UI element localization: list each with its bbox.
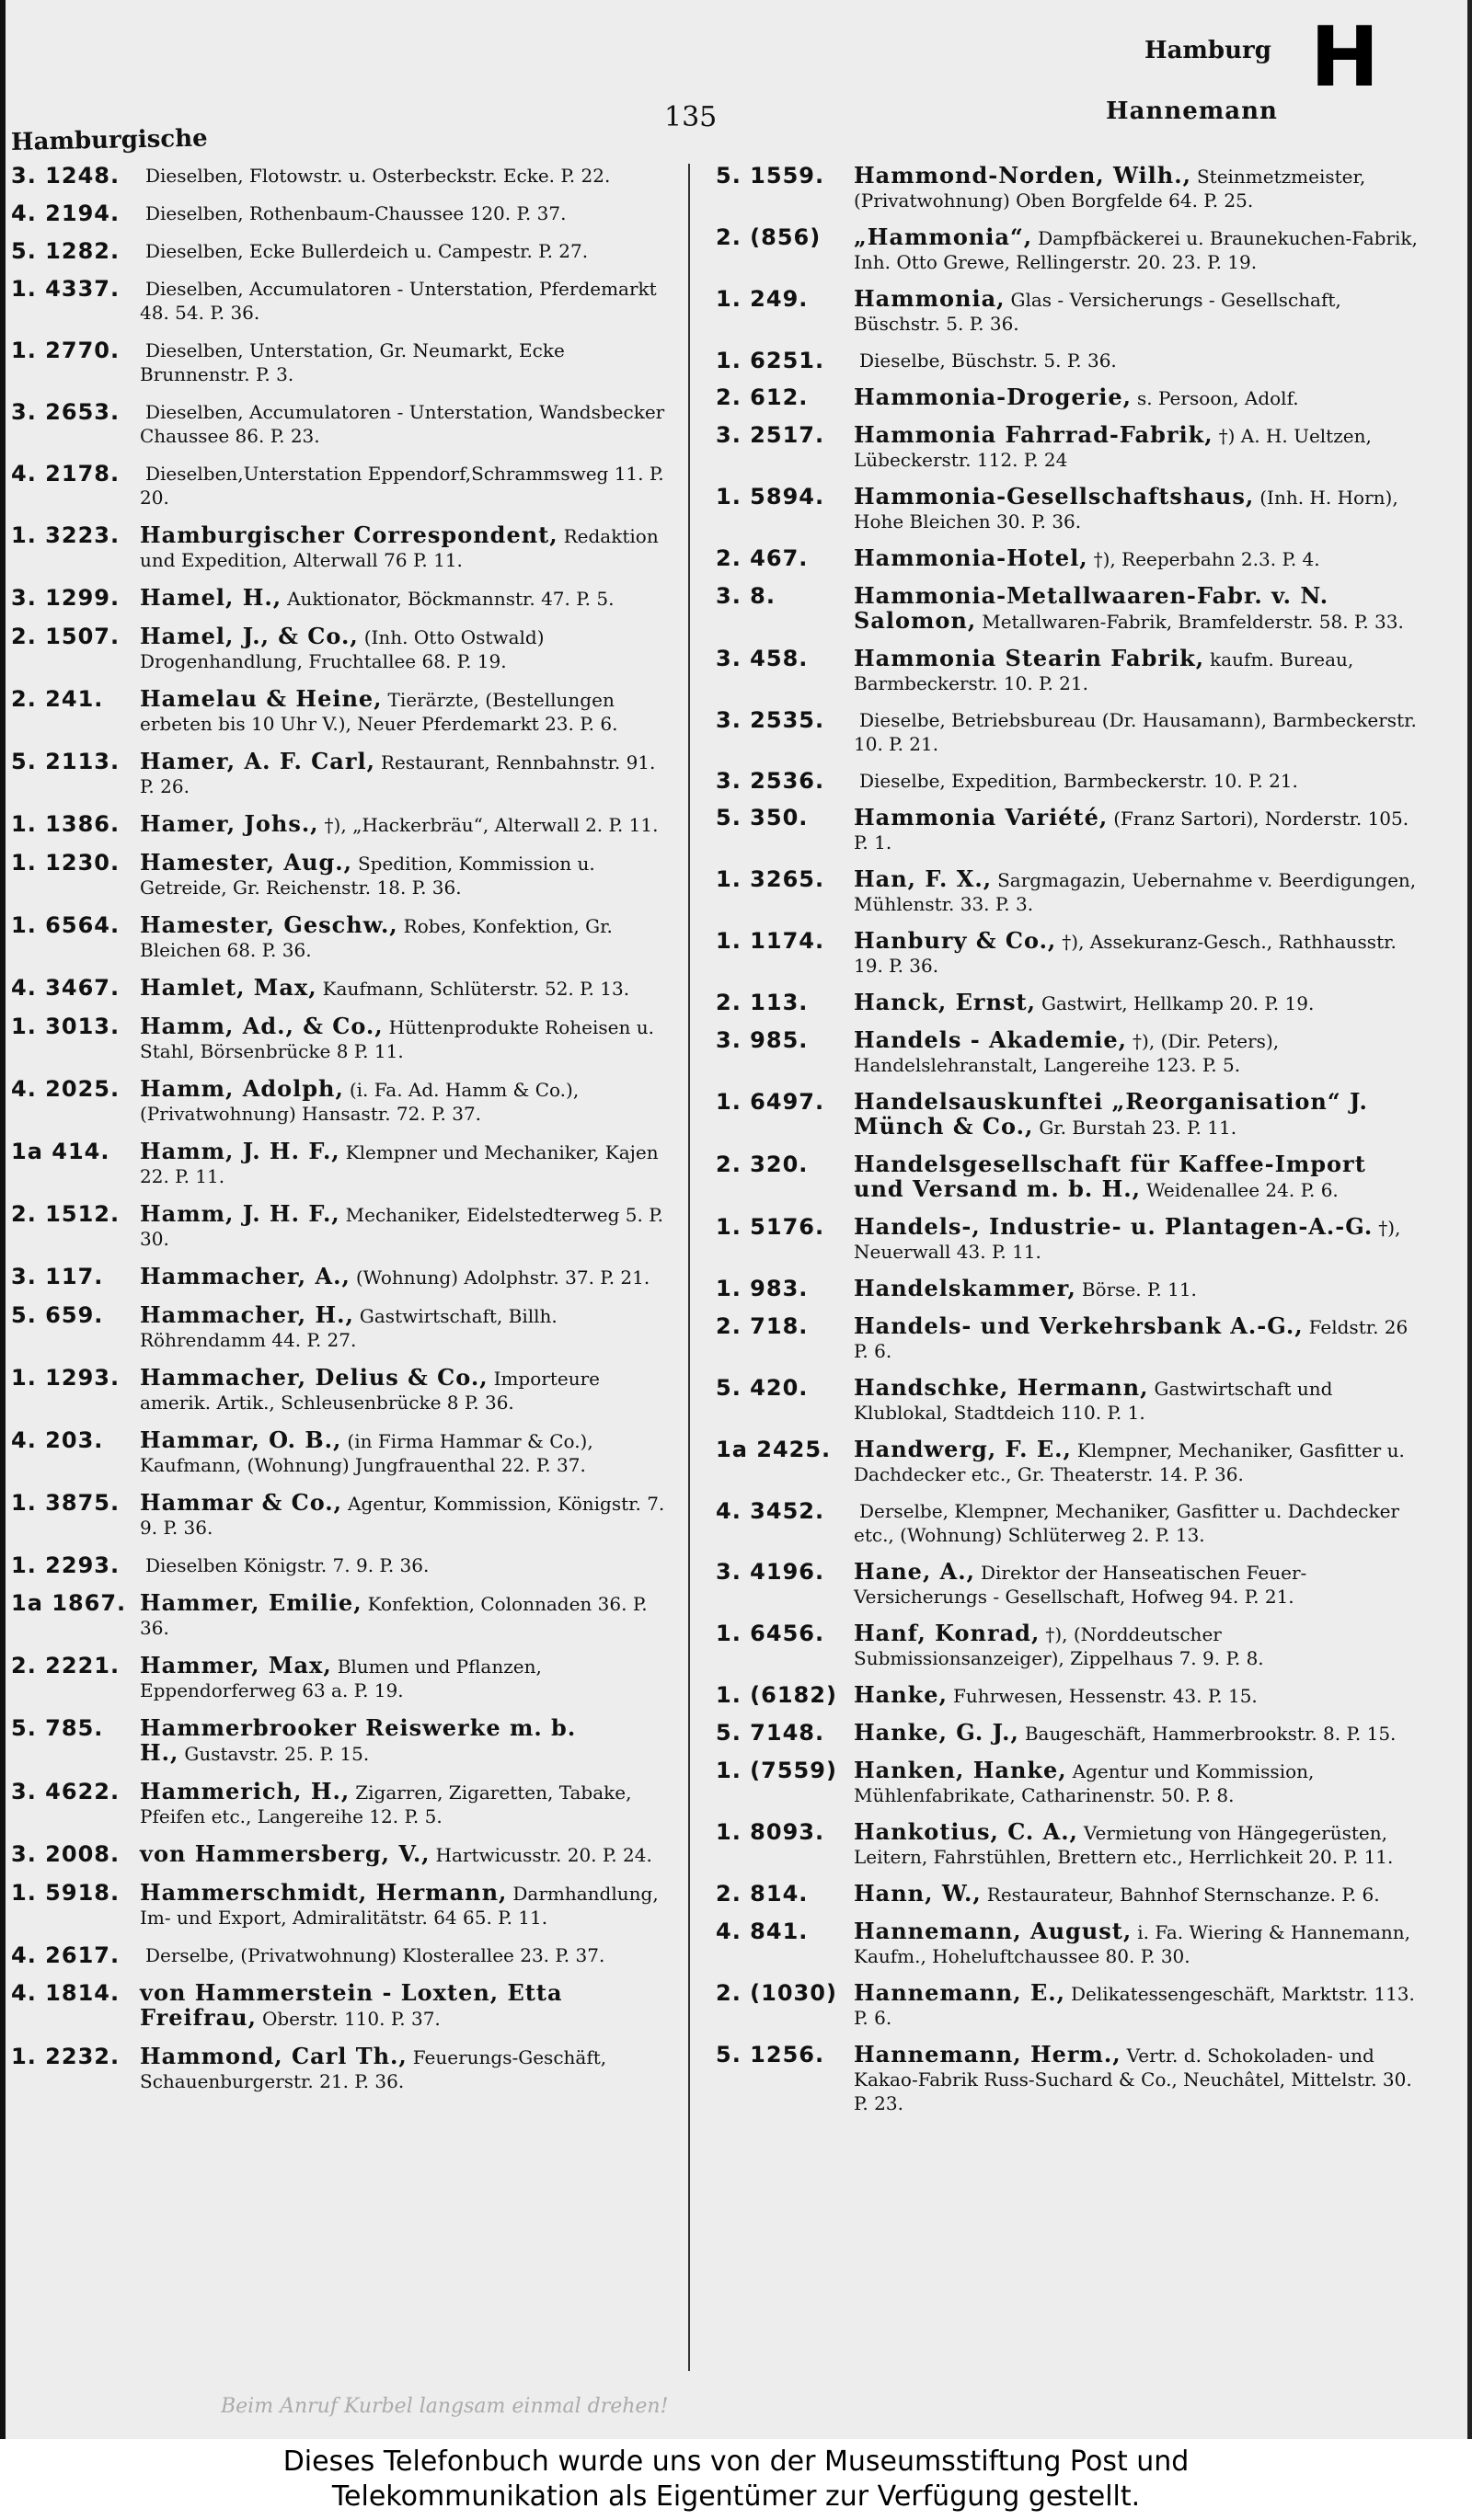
directory-entry — [716, 1314, 1424, 1363]
directory-entry — [11, 1428, 675, 1477]
directory-entry — [11, 1780, 675, 1828]
phone-number: 5. 1256. — [716, 2042, 825, 2068]
entry-details: Dieselben Königstr. 7. 9. P. 36. — [145, 1554, 430, 1576]
directory-entry — [11, 586, 675, 611]
directory-entry — [11, 1202, 675, 1251]
running-header-last-name: Hannemann — [1106, 97, 1278, 125]
entry-name: Hamer, Johs., — [140, 810, 319, 837]
phone-number: 5. 1559. — [716, 163, 825, 189]
entry-name: Hamm, J. H. F., — [140, 1138, 340, 1164]
entry-name: Han, F. X., — [854, 865, 993, 892]
entry-details: Restaurateur, Bahnhof Sternschanze. P. 6. — [986, 1884, 1380, 1906]
entry-details: Feuerungs-Geschäft, Schauenburgerstr. 21. P. 36. — [140, 2046, 607, 2092]
directory-entry — [11, 1014, 675, 1063]
phone-number: 4. 3467. — [11, 975, 121, 1001]
entry-details: Hartwicusstr. 20. P. 24. — [435, 1844, 652, 1866]
running-header-left: Hamburgische — [10, 124, 208, 156]
directory-entry — [716, 1758, 1424, 1807]
entry-details: Robes, Konfektion, Gr. Bleichen 68. P. 36. — [140, 915, 613, 961]
phone-number: 3. 117. — [11, 1264, 104, 1289]
phone-number: 2. 467. — [716, 545, 809, 571]
entry-details: Glas - Versicherungs - Gesellschaft, Büschstr. 5. P. 36. — [854, 289, 1341, 335]
phone-number: 1. 6456. — [716, 1621, 825, 1646]
entry-details: †), (Norddeutscher Submissionsanzeiger), Zippelhaus 7. 9. P. 8. — [854, 1623, 1264, 1669]
entry-details: †), „Hackerbräu“, Alterwall 2. P. 11. — [324, 814, 659, 836]
directory-entry — [716, 385, 1424, 410]
directory-entry — [11, 1981, 675, 2031]
directory-entry — [11, 624, 675, 673]
footer-line-2: Telekommunikation als Eigentümer zur Verfügung gestellt. — [331, 2480, 1141, 2513]
phone-number: 4. 2617. — [11, 1942, 121, 1968]
directory-entry — [716, 1376, 1424, 1425]
directory-entry — [716, 867, 1424, 916]
entry-details: Feldstr. 26 P. 6. — [854, 1316, 1409, 1362]
entry-name: von Hammerstein - Loxten, Etta Freifrau, — [140, 1979, 563, 2031]
phone-number: 2. 612. — [716, 384, 809, 410]
phone-number: 1. 8093. — [716, 1819, 825, 1845]
phone-number: 1. 5918. — [11, 1880, 121, 1906]
phone-number: 1. 5894. — [716, 484, 825, 510]
directory-entry — [716, 349, 1424, 372]
directory-entry — [716, 1152, 1424, 1202]
phone-number: 2. 241. — [11, 686, 104, 712]
phone-number: 1. 2232. — [11, 2044, 121, 2069]
running-header-city: Hamburg — [1144, 37, 1271, 64]
entry-details: (Inh. Otto Ostwald) Drogenhandlung, Fruchtallee 68. P. 19. — [140, 626, 545, 672]
phone-number: 1. 4337. — [11, 276, 121, 302]
phone-number: 1. 5176. — [716, 1214, 825, 1240]
phone-number: 1a 2425. — [716, 1437, 832, 1462]
entry-details: Dieselben,Unterstation Eppendorf,Schrammsweg 11. P. 20. — [140, 463, 664, 509]
phone-number: 4. 3452. — [716, 1498, 825, 1524]
entry-details: Gastwirtschaft, Billh. Röhrendamm 44. P. 27. — [140, 1305, 558, 1351]
entry-name: Hammerschmidt, Hermann, — [140, 1879, 508, 1906]
phone-number: 1a 1867. — [11, 1590, 127, 1616]
phone-number: 1. (7559) — [716, 1758, 837, 1783]
entry-details: Spedition, Kommission u. Getreide, Gr. Reichenstr. 18. P. 36. — [140, 853, 595, 899]
directory-entry — [716, 929, 1424, 978]
directory-entry — [11, 1716, 675, 1766]
directory-entry — [716, 584, 1424, 634]
phone-number: 4. 2025. — [11, 1076, 121, 1102]
phone-number: 1a 414. — [11, 1139, 110, 1164]
entry-details: Konfektion, Colonnaden 36. P. 36. — [140, 1593, 648, 1639]
entry-details: Klempner und Mechaniker, Kajen 22. P. 11. — [140, 1141, 659, 1187]
entry-name: Hanken, Hanke, — [854, 1757, 1067, 1783]
entry-name: „Hammonia“, — [854, 223, 1033, 250]
entry-details: Zigarren, Zigaretten, Tabake, Pfeifen etc., Langereihe 12. P. 5. — [140, 1781, 632, 1827]
entry-name: Handels-, Industrie- u. Plantagen-A.-G. — [854, 1213, 1374, 1240]
directory-entry — [716, 485, 1424, 533]
phone-number: 1. 249. — [716, 286, 809, 312]
entry-details: Restaurant, Rennbahnstr. 91. P. 26. — [140, 751, 656, 797]
phone-number: 3. 1248. — [11, 163, 121, 189]
entry-name: Hammacher, A., — [140, 1263, 351, 1289]
entry-name: Hamester, Aug., — [140, 849, 352, 876]
directory-entry — [11, 1265, 675, 1289]
phone-number: 5. 7148. — [716, 1720, 825, 1746]
entry-name: Hamester, Geschw., — [140, 911, 398, 938]
phone-number: 1. 1174. — [716, 928, 825, 954]
entry-details: Direktor der Hanseatischen Feuer-Versicherungs - Gesellschaft, Hofweg 94. P. 21. — [854, 1562, 1307, 1608]
entry-name: Hane, A., — [854, 1558, 975, 1585]
entry-name: Hammonia Stearin Fabrik, — [854, 645, 1205, 671]
bleed-through-text: Beim Anruf Kurbel langsam einmal drehen! — [221, 2395, 669, 2417]
entry-name: Hammonia-Gesellschaftshaus, — [854, 483, 1255, 510]
directory-entry — [11, 462, 675, 510]
entry-details: Delikatessengeschäft, Marktstr. 113. P. 6. — [854, 1983, 1415, 2029]
phone-number: 1. 2293. — [11, 1552, 121, 1578]
directory-entry — [716, 1499, 1424, 1547]
directory-entry — [11, 750, 675, 798]
entry-details: †), (Dir. Peters), Handelslehranstalt, Langereihe 123. P. 5. — [854, 1030, 1280, 1076]
entry-details: Börse. P. 11. — [1081, 1278, 1197, 1300]
phone-number: 2. 814. — [716, 1881, 809, 1907]
directory-entry — [11, 277, 675, 325]
entry-details: Dieselben, Accumulatoren - Unterstation, Wandsbecker Chaussee 86. P. 23. — [140, 401, 665, 447]
entry-details: †), Reeperbahn 2.3. P. 4. — [1093, 548, 1320, 570]
entry-details: †), Neuerwall 43. P. 11. — [854, 1217, 1401, 1263]
entry-details: Blumen und Pflanzen, Eppendorferweg 63 a. P. 19. — [140, 1655, 542, 1701]
entry-details: Vermietung von Hängegerüsten, Leitern, Fahrstühlen, Brettern etc., Herrlichkeit 20. P. 11. — [854, 1822, 1394, 1868]
entry-details: Dieselbe, Betriebsbureau (Dr. Hausamann), Barmbeckerstr. 10. P. 21. — [854, 709, 1417, 755]
phone-number: 1. 3875. — [11, 1490, 121, 1516]
entry-details: Klempner, Mechaniker, Gasfitter u. Dachdecker etc., Gr. Theaterstr. 14. P. 36. — [854, 1439, 1405, 1485]
entry-details: (Franz Sartori), Norderstr. 105. P. 1. — [854, 808, 1409, 853]
entry-details: Derselbe, (Privatwohnung) Klosterallee 23. P. 37. — [145, 1944, 605, 1966]
entry-name: Hamer, A. F. Carl, — [140, 748, 375, 774]
entry-name: Hammond-Norden, Wilh., — [854, 162, 1191, 189]
entry-details: Gastwirt, Hellkamp 20. P. 19. — [1041, 992, 1315, 1014]
entry-details: Steinmetzmeister, (Privatwohnung) Oben Borgfelde 64. P. 25. — [854, 166, 1366, 212]
directory-entry — [11, 913, 675, 962]
phone-number: 3. 2517. — [716, 422, 825, 448]
entry-details: †), Assekuranz-Gesch., Rathhausstr. 19. P. 36. — [854, 931, 1397, 977]
entry-name: Hannemann, August, — [854, 1918, 1133, 1944]
directory-entry — [11, 338, 675, 386]
phone-number: 1. 1293. — [11, 1365, 121, 1391]
directory-entry — [11, 400, 675, 448]
phone-number: 2. 1507. — [11, 624, 121, 649]
entry-name: Handwerg, F. E., — [854, 1436, 1072, 1462]
entry-name: Hammerich, H., — [140, 1778, 351, 1804]
directory-entry — [716, 225, 1424, 274]
entry-name: Hammer, Emilie, — [140, 1589, 362, 1616]
entry-name: Hamburgischer Correspondent, — [140, 521, 558, 548]
directory-entry — [716, 1028, 1424, 1077]
phone-number: 5. 2113. — [11, 749, 121, 774]
directory-entry — [11, 2045, 675, 2093]
directory-entry — [11, 1654, 675, 1702]
entry-name: Hannemann, E., — [854, 1979, 1065, 2006]
entry-details: s. Persoon, Adolf. — [1137, 387, 1299, 409]
phone-number: 4. 1814. — [11, 1980, 121, 2006]
left-column — [11, 164, 675, 2107]
entry-name: Hammar & Co., — [140, 1489, 342, 1516]
phone-number: 1. 6497. — [716, 1089, 825, 1115]
phone-number: 1. 983. — [716, 1276, 809, 1301]
directory-entry — [716, 708, 1424, 756]
phone-number: 3. 4196. — [716, 1559, 825, 1585]
phone-number: 3. 985. — [716, 1027, 809, 1053]
entry-details: Mechaniker, Eidelstedterweg 5. P. 30. — [140, 1204, 664, 1250]
entry-name: Hammacher, H., — [140, 1301, 354, 1328]
directory-entry — [716, 546, 1424, 571]
phone-number: 2. (1030) — [716, 1980, 837, 2006]
entry-name: Hanf, Konrad, — [854, 1620, 1041, 1646]
entry-name: Hannemann, Herm., — [854, 2041, 1121, 2068]
phone-number: 3. 8. — [716, 583, 776, 609]
directory-entry — [716, 1981, 1424, 2030]
directory-entry — [716, 1820, 1424, 1869]
directory-entry — [11, 1943, 675, 1967]
entry-details: Gastwirtschaft und Klublokal, Stadtdeich 110. P. 1. — [854, 1378, 1333, 1424]
entry-name: Hammonia, — [854, 285, 1006, 312]
entry-details: Sargmagazin, Uebernahme v. Beerdigungen, Mühlenstr. 33. P. 3. — [854, 869, 1417, 915]
entry-name: Hammonia Fahrrad-Fabrik, — [854, 421, 1213, 448]
entry-name: Hamlet, Max, — [140, 974, 317, 1001]
directory-entry — [716, 647, 1424, 695]
right-column — [716, 164, 1424, 2128]
phone-number: 1. 3013. — [11, 1014, 121, 1039]
entry-name: Hammonia-Drogerie, — [854, 384, 1133, 410]
phone-number: 1. 1386. — [11, 811, 121, 837]
phone-number: 1. 6251. — [716, 348, 825, 373]
directory-entry — [716, 1882, 1424, 1907]
entry-details: Importeure amerik. Artik., Schleusenbrücke 8 P. 36. — [140, 1368, 600, 1414]
entry-details: Dieselbe, Büschstr. 5. P. 36. — [859, 349, 1117, 372]
entry-name: Hammonia Variété, — [854, 804, 1109, 830]
entry-details: Fuhrwesen, Hessenstr. 43. P. 15. — [952, 1685, 1258, 1707]
phone-number: 3. 2653. — [11, 399, 121, 425]
entry-name: Handelsauskunftei „Reorganisation“ J. Münch & Co., — [854, 1088, 1368, 1140]
directory-entry — [11, 1553, 675, 1577]
directory-entry — [11, 687, 675, 736]
entry-name: Hanck, Ernst, — [854, 989, 1036, 1015]
phone-number: 3. 1299. — [11, 585, 121, 611]
entry-details: Metallwaren-Fabrik, Bramfelderstr. 58. P. 33. — [982, 611, 1404, 633]
directory-entry — [716, 1621, 1424, 1670]
entry-details: Dieselben, Ecke Bullerdeich u. Campestr. P. 27. — [145, 240, 589, 262]
entry-name: Hamm, J. H. F., — [140, 1200, 340, 1227]
entry-name: Hamm, Adolph, — [140, 1075, 344, 1102]
entry-details: Darmhandlung, Im- und Export, Admiralitätstr. 64 65. P. 11. — [140, 1883, 659, 1929]
directory-entry — [11, 976, 675, 1001]
entry-details: i. Fa. Wiering & Hannemann, Kaufm., Hoheluftchaussee 80. P. 30. — [854, 1921, 1411, 1967]
entry-name: Hammer, Max, — [140, 1652, 332, 1678]
footer-line-1: Dieses Telefonbuch wurde uns von der Museumsstiftung Post und — [282, 2446, 1190, 2478]
directory-entry — [716, 1090, 1424, 1140]
entry-name: Handschke, Hermann, — [854, 1374, 1149, 1401]
entry-details: Tierärzte, (Bestellungen erbeten bis 10 Uhr V.), Neuer Pferdemarkt 23. P. 6. — [140, 689, 618, 735]
directory-entry — [716, 991, 1424, 1015]
phone-number: 3. 458. — [716, 646, 809, 671]
directory-entry — [11, 1881, 675, 1930]
entry-name: Hann, W., — [854, 1880, 982, 1907]
entry-name: Hanke, — [854, 1681, 948, 1708]
entry-name: Hamm, Ad., & Co., — [140, 1013, 384, 1039]
entry-details: Gr. Burstah 23. P. 11. — [1039, 1117, 1237, 1139]
phone-number: 3. 4622. — [11, 1779, 121, 1804]
entry-details: †) A. H. Ueltzen, Lübeckerstr. 112. P. 24 — [854, 425, 1372, 471]
entry-name: Hamelau & Heine, — [140, 685, 383, 712]
directory-entry — [716, 1683, 1424, 1708]
phone-number: 1. 3223. — [11, 522, 121, 548]
entry-details: Derselbe, Klempner, Mechaniker, Gasfitter u. Dachdecker etc., (Wohnung) Schlüterweg 2. P. 13. — [854, 1500, 1399, 1546]
directory-entry — [11, 164, 675, 188]
directory-entry — [716, 287, 1424, 336]
phone-number: 2. 113. — [716, 990, 809, 1015]
directory-entry — [716, 164, 1424, 212]
directory-entry — [11, 1077, 675, 1126]
phone-number: 4. 841. — [716, 1919, 809, 1944]
entry-name: Hammacher, Delius & Co., — [140, 1364, 489, 1391]
directory-entry — [716, 1215, 1424, 1264]
phone-number: 4. 2194. — [11, 200, 121, 226]
directory-entry — [716, 1721, 1424, 1746]
entry-details: Vertr. d. Schokoladen- und Kakao-Fabrik Russ-Suchard & Co., Neuchâtel, Mittelstr. 30. P. 23. — [854, 2045, 1412, 2114]
footer-note — [0, 2439, 1472, 2520]
directory-entry — [716, 423, 1424, 472]
directory-entry — [11, 1303, 675, 1352]
directory-entry — [716, 769, 1424, 793]
phone-number: 4. 203. — [11, 1427, 104, 1453]
entry-details: Auktionator, Böckmannstr. 47. P. 5. — [287, 588, 615, 610]
directory-entry — [11, 812, 675, 837]
phone-number: 2. (856) — [716, 224, 822, 250]
phone-number: 5. 1282. — [11, 238, 121, 264]
entry-name: Hammonia-Metallwaaren-Fabr. v. N. Salomon, — [854, 582, 1329, 634]
phone-number: 5. 785. — [11, 1715, 104, 1741]
phone-number: 3. 2535. — [716, 707, 825, 733]
page-number: 135 — [664, 101, 718, 133]
entry-name: von Hammersberg, V., — [140, 1840, 431, 1867]
entry-details: Dieselben, Flotowstr. u. Osterbeckstr. Ecke. P. 22. — [145, 165, 611, 187]
phone-number: 2. 320. — [716, 1151, 809, 1177]
entry-details: kaufm. Bureau, Barmbeckerstr. 10. P. 21. — [854, 648, 1354, 694]
directory-entry — [716, 1560, 1424, 1609]
directory-entry — [716, 1438, 1424, 1486]
entry-details: (i. Fa. Ad. Hamm & Co.), (Privatwohnung) Hansastr. 72. P. 37. — [140, 1079, 580, 1125]
entry-name: Hanbury & Co., — [854, 927, 1057, 954]
entry-name: Hanke, G. J., — [854, 1719, 1019, 1746]
entry-details: Gustavstr. 25. P. 15. — [184, 1743, 370, 1765]
entry-details: Dieselben, Accumulatoren - Unterstation, Pferdemarkt 48. 54. P. 36. — [140, 278, 657, 324]
directory-entry — [716, 1277, 1424, 1301]
entry-details: Dieselben, Unterstation, Gr. Neumarkt, Ecke Brunnenstr. P. 3. — [140, 339, 565, 385]
entry-name: Handelsgesellschaft für Kaffee-Import und Versand m. b. H., — [854, 1151, 1366, 1202]
directory-entry — [11, 1591, 675, 1640]
directory-entry — [11, 1491, 675, 1540]
entry-name: Hammond, Carl Th., — [140, 2043, 408, 2069]
entry-name: Hamel, J., & Co., — [140, 623, 359, 649]
section-letter: H — [1310, 9, 1380, 106]
entry-name: Handels - Akademie, — [854, 1026, 1128, 1053]
entry-name: Handelskammer, — [854, 1275, 1076, 1301]
phone-number: 2. 2221. — [11, 1653, 121, 1678]
directory-entry — [716, 2043, 1424, 2115]
entry-name: Hamel, H., — [140, 584, 282, 611]
column-divider — [688, 164, 690, 2371]
entry-details: Kaufmann, Schlüterstr. 52. P. 13. — [322, 978, 630, 1000]
phone-number: 5. 350. — [716, 805, 809, 830]
phone-number: 2. 1512. — [11, 1201, 121, 1227]
entry-details: Hüttenprodukte Roheisen u. Stahl, Börsenbrücke 8 P. 11. — [140, 1016, 654, 1062]
directory-entry — [11, 523, 675, 572]
entry-name: Handels- und Verkehrsbank A.-G., — [854, 1312, 1304, 1339]
entry-details: (in Firma Hammar & Co.), Kaufmann, (Wohnung) Jungfrauenthal 22. P. 37. — [140, 1430, 593, 1476]
phone-number: 1. (6182) — [716, 1682, 837, 1708]
phone-number: 1. 6564. — [11, 912, 121, 938]
directory-entry — [716, 806, 1424, 854]
phone-number: 2. 718. — [716, 1313, 809, 1339]
entry-details: Baugeschäft, Hammerbrookstr. 8. P. 15. — [1024, 1723, 1397, 1745]
directory-entry — [11, 1366, 675, 1415]
entry-details: Dieselbe, Expedition, Barmbeckerstr. 10. P. 21. — [859, 770, 1298, 792]
directory-entry — [716, 1919, 1424, 1968]
entry-details: Dampfbäckerei u. Braunekuchen-Fabrik, Inh. Otto Grewe, Rellingerstr. 20. 23. P. 19. — [854, 227, 1418, 273]
phone-number: 4. 2178. — [11, 461, 121, 487]
directory-entry — [11, 1842, 675, 1867]
entry-details: Redaktion und Expedition, Alterwall 76 P. 11. — [140, 525, 659, 571]
entry-details: Agentur und Kommission, Mühlenfabrikate, Catharinenstr. 50. P. 8. — [854, 1760, 1315, 1806]
entry-details: Agentur, Kommission, Königstr. 7. 9. P. 36. — [140, 1493, 665, 1539]
entry-name: Hammar, O. B., — [140, 1426, 342, 1453]
directory-entry — [11, 1140, 675, 1188]
entry-details: Dieselben, Rothenbaum-Chaussee 120. P. 37. — [145, 202, 567, 224]
entry-details: Oberstr. 110. P. 37. — [261, 2008, 441, 2030]
entry-details: (Wohnung) Adolphstr. 37. P. 21. — [355, 1266, 650, 1289]
directory-entry — [11, 201, 675, 225]
phone-number: 1. 2770. — [11, 338, 121, 363]
entry-details: (Inh. H. Horn), Hohe Bleichen 30. P. 36. — [854, 487, 1398, 533]
entry-name: Hammonia-Hotel, — [854, 544, 1088, 571]
directory-entry — [11, 851, 675, 899]
phone-number: 5. 659. — [11, 1302, 104, 1328]
entry-name: Hammerbrooker Reiswerke m. b. H., — [140, 1714, 577, 1766]
phone-number: 5. 420. — [716, 1375, 809, 1401]
entry-details: Weidenallee 24. P. 6. — [1146, 1179, 1339, 1201]
phone-number: 1. 3265. — [716, 866, 825, 892]
phone-number: 3. 2008. — [11, 1841, 121, 1867]
directory-entry — [11, 239, 675, 263]
entry-name: Hankotius, C. A., — [854, 1818, 1078, 1845]
phone-number: 3. 2536. — [716, 768, 825, 794]
phone-number: 1. 1230. — [11, 850, 121, 876]
